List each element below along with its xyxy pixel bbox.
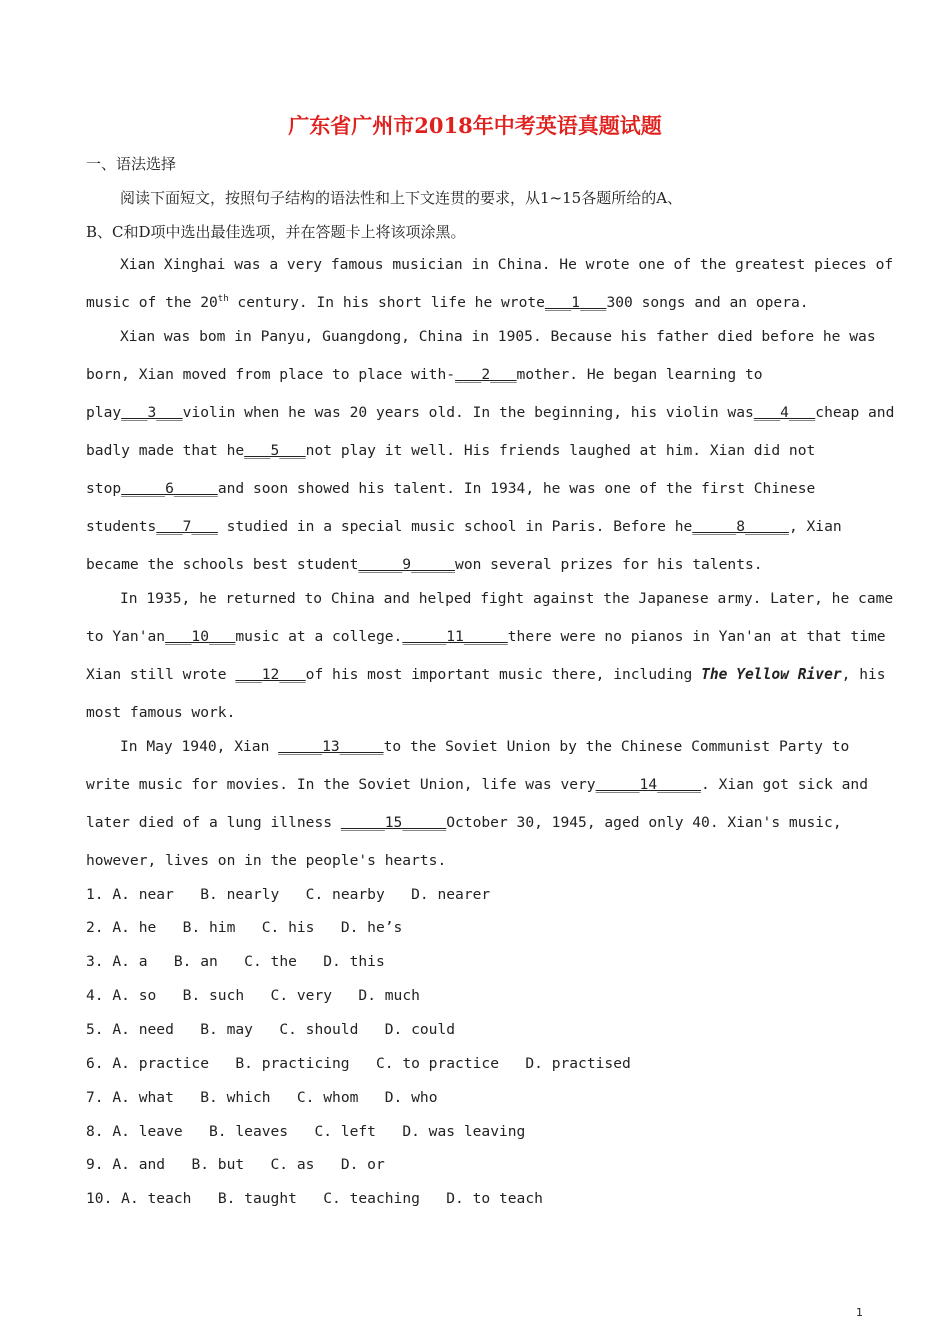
option-a: A. he [112,919,157,936]
option-c: C. to practice [375,1055,499,1072]
question-item [86,953,385,970]
option-c: C. should [279,1021,359,1038]
question-number: 6. [86,1055,113,1072]
passage-text: cheap and [815,404,895,421]
blank-6: _____6_____ [121,480,218,497]
passage-line [86,814,842,831]
question-item [86,1156,385,1173]
passage-text: not play it well. His friends laughed at him. Xian did not [305,442,816,459]
section-heading: 一、语法选择 [86,155,177,173]
passage-text: won several prizes for his talents. [455,556,763,573]
passage-text: became the schools best student [86,556,359,573]
song-title: The Yellow River [701,666,842,683]
passage-line [86,294,809,311]
option-c: C. teaching [323,1190,420,1207]
option-d: D. to teach [446,1190,543,1207]
option-b: B. him [182,919,236,936]
passage-line: most famous work. [86,704,236,721]
option-a: A. practice [112,1055,210,1072]
option-b: B. taught [217,1190,297,1207]
blank-14: _____14_____ [595,776,702,793]
option-c: C. the [244,953,297,970]
instruction-line-1: 阅读下面短文，按照句子结构的语法性和上下文连贯的要求，从1~15各题所给的A、 [120,189,683,207]
option-a: A. leave [112,1123,183,1140]
option-c: C. whom [296,1089,359,1106]
passage-text: In May 1940, Xian [120,738,279,755]
option-c: C. nearby [305,886,385,903]
passage-text: . Xian got sick and [701,776,868,793]
passage-line: Xian Xinghai was a very famous musician in China. He wrote one of the greatest pieces of [120,256,894,273]
passage-line [86,480,815,497]
blank-10: ___10___ [165,628,236,645]
blank-4: ___4___ [753,404,816,421]
option-d: D. practised [525,1055,631,1072]
option-b: B. practicing [235,1055,350,1072]
passage-line: In 1935, he returned to China and helped fight against the Japanese army. Later, he came [120,590,894,607]
question-number: 9. [86,1156,113,1173]
option-b: B. leaves [209,1123,289,1140]
option-d: D. could [384,1021,456,1038]
passage-line [86,518,842,535]
passage-text: of his most important music there, including [305,666,702,683]
question-item [86,987,420,1004]
passage-text: , his [841,666,886,683]
blank-5: ___5___ [244,442,306,459]
passage-text: later died of a lung illness [86,814,341,831]
option-a: A. a [112,953,148,970]
option-c: C. as [270,1156,315,1173]
passage-line [86,556,763,573]
option-d: D. he’s [340,919,403,936]
blank-15: _____15_____ [340,814,447,831]
instruction-line-2: B、C和D项中选出最佳选项，并在答题卡上将该项涂黑。 [86,223,466,241]
question-number: 10. [86,1190,122,1207]
question-item [86,1089,437,1106]
blank-8: _____8_____ [692,518,789,535]
question-number: 3. [86,953,113,970]
option-b: B. an [173,953,218,970]
passage-text: music at a college. [235,628,403,645]
question-number: 4. [86,987,113,1004]
page-number: 1 [856,1306,863,1319]
passage-line: however, lives on in the people's hearts. [86,852,447,869]
option-a: A. and [112,1156,166,1173]
blank-3: ___3___ [121,404,183,421]
passage-text: write music for movies. In the Soviet Union, life was very [86,776,596,793]
option-b: B. but [191,1156,245,1173]
option-b: B. may [200,1021,253,1038]
blank-12: ___12___ [235,666,306,683]
option-d: D. who [384,1089,438,1106]
passage-text: badly made that he [86,442,245,459]
passage-text: October 30, 1945, aged only 40. Xian's music, [446,814,842,831]
option-c: C. his [261,919,315,936]
option-b: B. such [182,987,245,1004]
passage-text: and soon showed his talent. In 1934, he was one of the first Chinese [217,480,816,497]
passage-text: , Xian [788,518,842,535]
option-d: D. nearer [411,886,491,903]
passage-text: to the Soviet Union by the Chinese Communist Party to [383,738,850,755]
passage-text: to Yan'an [86,628,166,645]
option-b: B. nearly [200,886,280,903]
option-d: D. was leaving [402,1123,526,1140]
question-number: 8. [86,1123,113,1140]
option-a: A. need [112,1021,174,1038]
blank-11: _____11_____ [402,628,508,645]
blank-13: _____13_____ [278,738,384,755]
question-item [86,1055,631,1072]
option-c: C. left [314,1123,376,1140]
passage-line [86,776,868,793]
passage-text: Xian still wrote [86,666,236,683]
blank-1: ___1___ [544,294,607,311]
passage-line [86,366,763,383]
passage-text: stop [86,480,122,497]
option-a: A. what [112,1089,174,1106]
blank-9: _____9_____ [358,556,456,573]
question-number: 2. [86,919,113,936]
passage-text: 300 songs and an opera. [606,294,809,311]
passage-line: Xian was bom in Panyu, Guangdong, China in 1905. Because his father died before he was [120,328,876,345]
blank-7: ___7___ [156,518,218,535]
question-number: 7. [86,1089,113,1106]
passage-text: violin when he was 20 years old. In the beginning, his violin was [182,404,754,421]
passage-line [120,738,849,755]
question-item [86,886,490,903]
superscript: th [217,294,229,305]
passage-line [86,442,815,459]
option-a: A. near [112,886,174,903]
option-a: A. teach [121,1190,192,1207]
passage-text: century. In his short life he wrote [228,294,545,311]
option-a: A. so [112,987,157,1004]
option-d: D. much [358,987,420,1004]
page-title: 广东省广州市2018年中考英语真题试题 [288,113,662,138]
passage-line [86,666,886,683]
passage-text: music of the 20 [86,294,218,311]
option-d: D. or [340,1156,385,1173]
question-item [86,919,402,936]
passage-text: born, Xian moved from place to place with- [86,366,456,383]
option-b: B. which [200,1089,271,1106]
blank-2: ___2___ [455,366,517,383]
passage-text: play [86,404,122,421]
question-item [86,1190,543,1207]
question-item [86,1021,455,1038]
passage-line [86,628,886,645]
option-d: D. this [323,953,385,970]
passage-text: studied in a special music school in Paris. Before he [217,518,693,535]
passage-line [86,404,894,421]
question-number: 1. [86,886,113,903]
passage-text: students [86,518,157,535]
question-number: 5. [86,1021,113,1038]
passage-text: there were no pianos in Yan'an at that time [507,628,886,645]
passage-text: mother. He began learning to [516,366,763,383]
option-c: C. very [270,987,333,1004]
question-item [86,1123,525,1140]
